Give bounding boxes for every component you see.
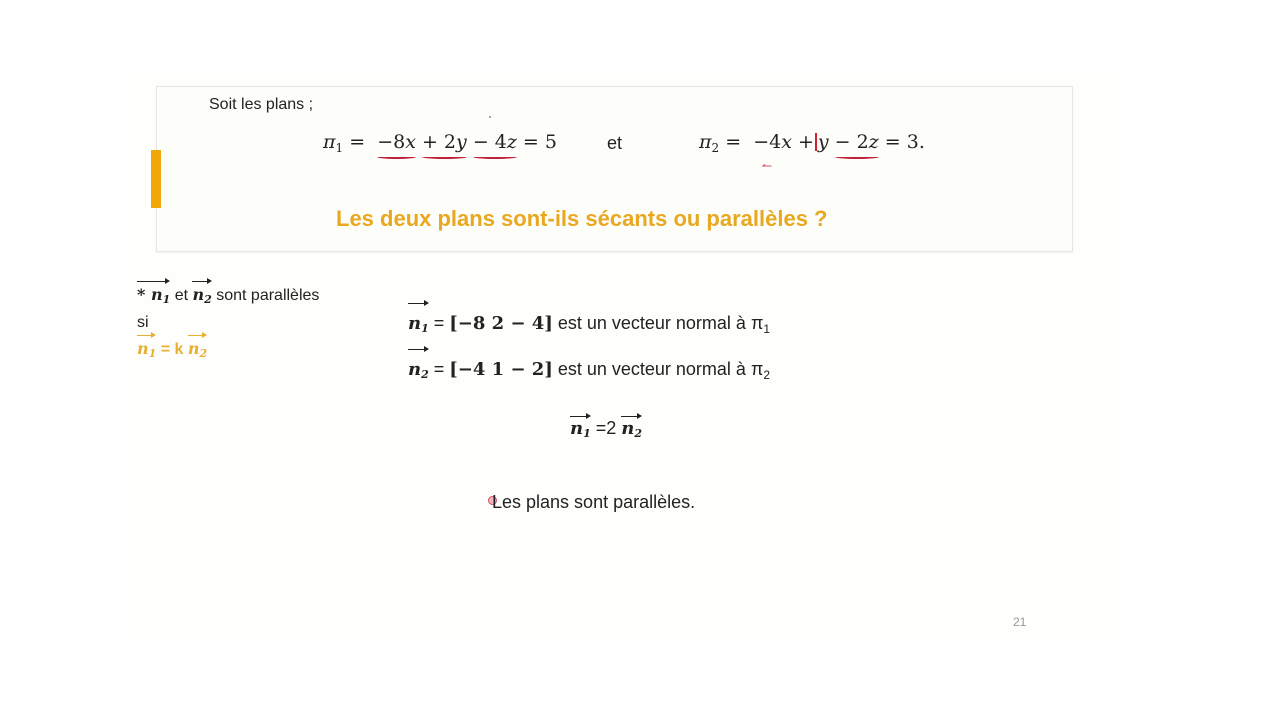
- plane1-index: 1: [335, 141, 344, 155]
- plane2-equation: $\pi_2 = -4x + y - 2z = 3$.: [699, 131, 925, 155]
- parallel-condition: [137, 280, 319, 365]
- equals-k: = k: [156, 341, 188, 358]
- condition-formula: [137, 334, 319, 365]
- equals: =: [428, 359, 450, 379]
- plane2-index: 2: [711, 141, 720, 155]
- red-annotation-tick: [815, 133, 817, 151]
- stray-dot: [489, 116, 491, 118]
- vector-n1: n1: [137, 334, 156, 365]
- conjunction-et: et: [607, 133, 623, 153]
- plane1-symbol: π: [323, 131, 336, 153]
- vector-relation: [570, 415, 642, 440]
- normal-vectors: [408, 302, 770, 394]
- vector-n2: n2: [192, 280, 211, 311]
- intro-text: Soit les plans ;: [209, 96, 314, 113]
- relation-middle: =2: [590, 418, 622, 438]
- accent-bar: [151, 150, 161, 208]
- condition-line2: si: [137, 314, 149, 331]
- vector-n1: n1: [408, 302, 429, 348]
- conclusion-text: Les plans sont parallèles.: [492, 492, 696, 512]
- vector-components: [−4 1 − 2]: [449, 359, 553, 380]
- vector-components: [−8 2 − 4]: [449, 313, 553, 334]
- equals: =: [428, 313, 450, 333]
- vector-n2: n2: [188, 334, 207, 365]
- vector-n1: * n1: [137, 280, 170, 311]
- question-heading: Les deux plans sont-ils sécants ou parallèles ?: [336, 206, 828, 231]
- normal-text: est un vecteur normal à π: [552, 313, 764, 333]
- normal-vector-row: [408, 348, 770, 394]
- condition-line1: [137, 280, 319, 311]
- condition-suffix: sont parallèles: [216, 287, 320, 304]
- vector-n2: n2: [621, 415, 642, 440]
- plane2-symbol: π: [699, 131, 712, 153]
- vector-n1: n1: [570, 415, 591, 440]
- vector-n2: n2: [408, 348, 429, 394]
- red-annotation-arrow-icon: [757, 164, 777, 167]
- page-number: 21: [1013, 615, 1027, 629]
- plane-index: 2: [763, 368, 771, 382]
- normal-text: est un vecteur normal à π: [552, 359, 764, 379]
- and-text: et: [174, 287, 193, 304]
- normal-vector-row: [408, 302, 770, 348]
- plane1-equation: $\pi_1 = -8x + 2y - 4z = 5$: [323, 131, 557, 155]
- plane-index: 1: [763, 322, 771, 336]
